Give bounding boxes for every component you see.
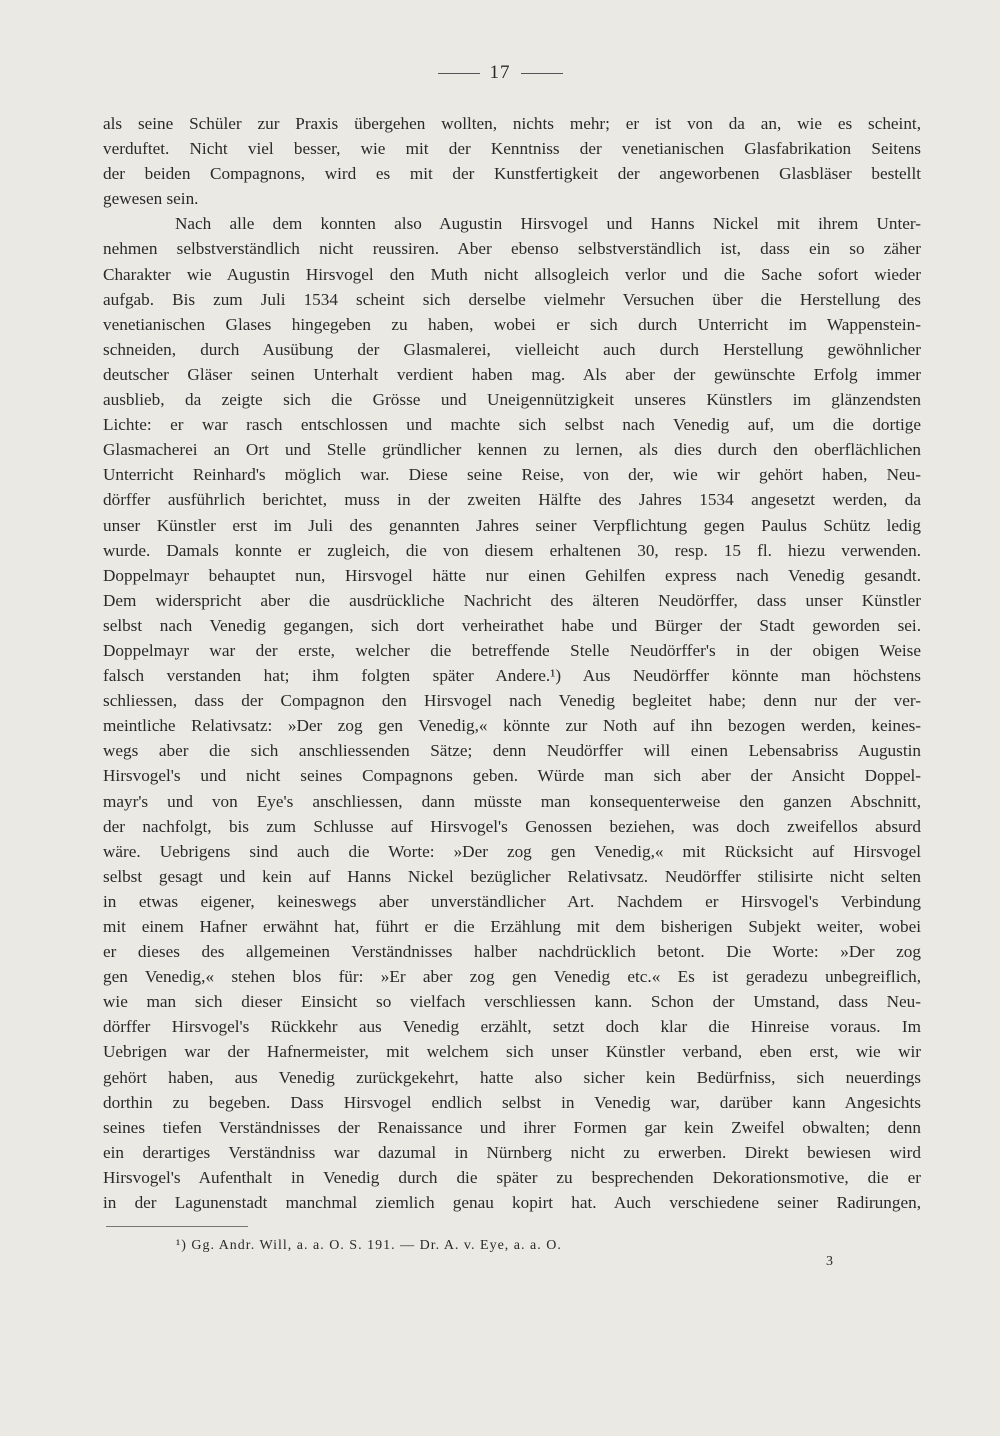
text-line: als seine Schüler zur Praxis übergehen wollten, nichts mehr; er ist von da an, wie es scheint, (103, 114, 921, 133)
body-text (103, 111, 921, 1240)
text-line: verduftet. Nicht viel besser, wie mit der Kenntniss der venetianischen Glasfabrikation Seitens (103, 139, 921, 159)
text-line: der nachfolgt, bis zum Schlusse auf Hirsvogel's Genossen beziehen, was doch zweifellos absurd (103, 816, 921, 836)
text-line: wegs aber die sich anschliessenden Sätze; denn Neudörffer will einen Lebensabriss Augustin (103, 741, 921, 761)
text-line: der beiden Compagnons, wird es mit der Kunstfertigkeit der angeworbenen Glasbläser bestellt (103, 164, 921, 184)
header-rule-left (438, 73, 480, 74)
text-line: ausblieb, da zeigte sich die Grösse und Uneigennützigkeit unseres Künstlers im glänzendsten (103, 390, 921, 410)
text-line: ein derartiges Verständniss war dazumal in Nürnberg nicht zu erwerben. Direkt bewiesen wird (103, 1142, 921, 1162)
text-line: dörffer ausführlich berichtet, muss in der zweiten Hälfte des Jahres 1534 angesetzt werden, da (103, 490, 921, 510)
text-line: schneiden, durch Ausübung der Glasmalerei, vielleicht auch durch Herstellung gewöhnlicher (103, 339, 921, 359)
page-header (0, 62, 1000, 84)
text-line: wäre. Uebrigens sind auch die Worte: »Der zog gen Venedig,« mit Rücksicht auf Hirsvogel (103, 841, 921, 861)
text-line: Unterricht Reinhard's möglich war. Diese seine Reise, von der, wie wir gehört haben, Neu- (103, 465, 921, 485)
text-line: Doppelmayr behauptet nun, Hirsvogel hätte nur einen Gehilfen express nach Venedig gesandt. (103, 565, 921, 585)
text-line: in der Lagunenstadt manchmal ziemlich genau kopirt hat. Auch verschiedene seiner Radirungen, (103, 1193, 921, 1213)
text-line: Hirsvogel's Aufenthalt in Venedig durch die später zu besprechenden Dekorationsmotive, die er (103, 1167, 921, 1187)
text-line: dörffer Hirsvogel's Rückkehr aus Venedig erzählt, setzt doch klar die Hinreise voraus. Im (103, 1017, 921, 1037)
text-line: dorthin zu begeben. Dass Hirsvogel endlich selbst in Venedig war, darüber kann Angesichts (103, 1092, 921, 1112)
text-line: venetianischen Glases hingegeben zu haben, wobei er sich durch Unterricht im Wappenstein- (103, 314, 921, 334)
text-line: meintliche Relativsatz: »Der zog gen Venedig,« könnte zur Noth auf ihn bezogen werden, keines- (103, 716, 921, 736)
text-line: aufgab. Bis zum Juli 1534 scheint sich derselbe vielmehr Versuchen über die Herstellung des (103, 289, 921, 309)
text-line: Nach alle dem konnten also Augustin Hirsvogel und Hanns Nickel mit ihrem Unter- (175, 214, 921, 234)
text-line: gewesen sein. (103, 189, 199, 209)
text-line: mit einem Hafner erwähnt hat, führt er die Erzählung mit dem bisherigen Subjekt weiter, wobei (103, 917, 921, 936)
text-line: in etwas eigener, keineswegs aber unverständlicher Art. Nachdem er Hirsvogel's Verbindung (103, 891, 921, 911)
text-line: Glasmacherei an Ort und Stelle gründlicher kennen zu lernen, als dies durch den oberflächlichen (103, 440, 921, 460)
text-line: Uebrigen war der Hafnermeister, mit welchem sich unser Künstler verband, eben erst, wie wir (103, 1042, 921, 1062)
signature-mark: 3 (826, 1254, 833, 1269)
text-line: Lichte: er war rasch entschlossen und machte sich selbst nach Venedig auf, um die dortige (103, 415, 921, 435)
text-line: seines tiefen Verständnisses der Renaissance und ihrer Formen gar kein Zweifel obwalten; denn (103, 1117, 921, 1137)
text-line: Dem widerspricht aber die ausdrückliche Nachricht des älteren Neudörffer, dass unser Künstler (103, 590, 921, 610)
text-line: selbst nach Venedig gegangen, sich dort verheirathet habe und Bürger der Stadt geworden sei. (103, 615, 921, 635)
text-line: falsch verstanden hat; ihm folgten später Andere.¹) Aus Neudörffer könnte man höchstens (103, 666, 921, 686)
text-line: gen Venedig,« stehen blos für: »Er aber zog gen Venedig etc.« Es ist geradezu unbegreiflich, (103, 967, 921, 987)
text-line: wurde. Damals konnte er zugleich, die von diesem erhaltenen 30, resp. 15 fl. hiezu verwenden. (103, 540, 921, 560)
text-line: Doppelmayr war der erste, welcher die betreffende Stelle Neudörffer's in der obigen Weise (103, 640, 921, 660)
text-line: gehört haben, aus Venedig zurückgekehrt, hatte also sicher kein Bedürfniss, sich neuerdings (103, 1067, 921, 1087)
text-line: deutscher Gläser seinen Unterhalt verdient haben mag. Als aber der gewünschte Erfolg immer (103, 364, 921, 384)
text-line: Hirsvogel's und nicht seines Compagnons geben. Würde man sich aber der Ansicht Doppel- (103, 766, 921, 786)
footnote-divider (106, 1226, 248, 1227)
footnote: ¹) Gg. Andr. Will, a. a. O. S. 191. — Dr. A. v. Eye, a. a. O. (176, 1238, 562, 1253)
text-line: schliessen, dass der Compagnon den Hirsvogel nach Venedig begleitet habe; denn nur der ver- (103, 691, 921, 711)
text-line: wie man sich dieser Einsicht so vielfach verschliessen kann. Schon der Umstand, dass Neu- (103, 992, 921, 1012)
text-line: er dieses des allgemeinen Verständnisses halber nachdrücklich betont. Die Worte: »Der zog (103, 942, 921, 962)
text-line: mayr's und von Eye's anschliessen, dann müsste man konsequenterweise den ganzen Abschnitt, (103, 791, 921, 811)
text-line: unser Künstler erst im Juli des genannten Jahres seiner Verpflichtung gegen Paulus Schütz ledig (103, 515, 921, 535)
text-line: Charakter wie Augustin Hirsvogel den Muth nicht allsogleich verlor und die Sache sofort wieder (103, 264, 921, 284)
text-line: nehmen selbstverständlich nicht reussiren. Aber ebenso selbstverständlich ist, dass ein so zäher (103, 239, 921, 259)
page-number: 17 (489, 62, 511, 83)
text-line: selbst gesagt und kein auf Hanns Nickel bezüglicher Relativsatz. Neudörffer stilisirte nicht selten (103, 866, 921, 886)
header-rule-right (521, 73, 563, 74)
text-line (103, 1215, 921, 1240)
